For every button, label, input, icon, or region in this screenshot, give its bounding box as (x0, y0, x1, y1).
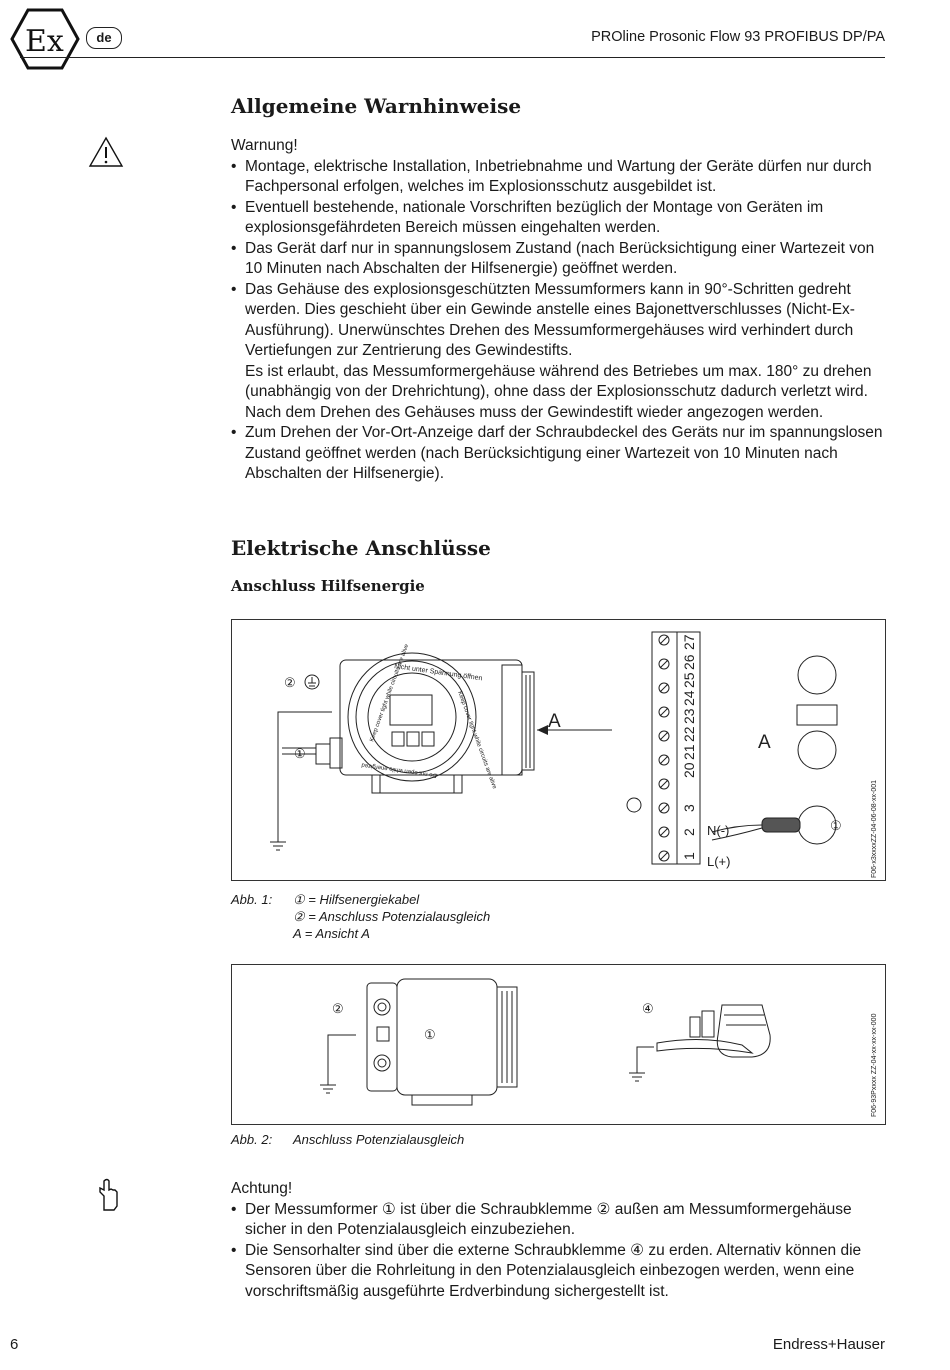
cover-text-top: Nicht unter Spannung öffnen (393, 663, 483, 683)
terminal-number: 22 (681, 726, 697, 742)
caution-lead: Achtung! (231, 1180, 293, 1197)
housing-paragraph: Es ist erlaubt, das Messumformergehäuse während des Betriebes um max. 180° zu drehen (unabhängig von der Drehrichtung), ohne dass der Explosionsschutz dadurch verletzt wird. (245, 362, 872, 400)
header-rule (20, 57, 885, 58)
hand-pointer-icon (96, 1178, 122, 1212)
ex-logo (10, 8, 80, 70)
marker-1-right: ① (830, 818, 842, 833)
terminal-number: 23 (681, 708, 697, 724)
subsection-title-power: Anschluss Hilfsenergie (231, 577, 425, 595)
marker-2: ② (332, 1001, 344, 1016)
caption-label: Abb. 2: (231, 1132, 273, 1147)
warning-item: • Montage, elektrische Installation, Inbetriebnahme und Wartung der Geräte dürfen nur durch Fachpersonal erfolgen, welches im Explosionsschutz ausgebildet ist. (231, 157, 891, 198)
terminal-l-label: L(+) (707, 854, 731, 869)
housing-paragraph: Nach dem Drehen des Gehäuses muss der Gewindestift wieder angezogen werden. (245, 403, 824, 421)
warning-item: • Eventuell bestehende, nationale Vorschriften bezüglich der Montage von Geräten im explosionsgefährdeten Bereich müssen eingehalten werden. (231, 198, 891, 239)
warning-item-housing (231, 280, 891, 424)
marker-2: ② (284, 675, 296, 690)
figure-power-drawing (232, 620, 885, 880)
terminal-number: 21 (681, 744, 697, 760)
caution-item: • Der Messumformer ① ist über die Schraubklemme ② außen am Messumformergehäuse sicher in den Potenzialausgleich einzubeziehen. (231, 1200, 891, 1241)
terminal-n-label: N(-) (707, 823, 730, 838)
view-arrow (537, 725, 548, 735)
terminal-number: 3 (681, 804, 697, 812)
terminal-number: 24 (681, 690, 697, 706)
terminal-number: 2 (681, 828, 697, 836)
figure1-caption (231, 891, 631, 945)
section-title-warnings: Allgemeine Warnhinweise (231, 94, 522, 118)
figure-code: F06-x3xxxxZZ-04-06-08-xx-001 (871, 779, 878, 878)
ex-logo-text: Ex (25, 24, 64, 59)
warning-lead: Warnung! (231, 137, 298, 154)
caption-line: Anschluss Potenzialausgleich (293, 1132, 465, 1147)
caption-line: A = Ansicht A (293, 926, 370, 941)
caution-block (231, 1179, 891, 1302)
document-title: PROline Prosonic Flow 93 PROFIBUS DP/PA (591, 29, 885, 45)
terminal-number: 1 (681, 852, 697, 860)
terminal-number: 26 (681, 654, 697, 670)
housing-paragraph: • Das Gehäuse des explosionsgeschützten Messumformers kann in 90°-Schritten gedreht werden. Dies geschieht über ein Gewinde anstelle eines Bajonettverschlusses (Nicht-Ex-Ausführung). Unerwünschtes Drehen des Messumformergehäuses wird verhindert durch Vertiefungen zur Zentrierung des Gewindestifts. (245, 280, 855, 359)
figure-code: F06-93Pxxxx ZZ-04-xx-xx-xx-000 (871, 1013, 878, 1117)
brand-name: Endress+Hauser (772, 1336, 885, 1353)
terminal-number: 27 (681, 634, 697, 650)
language-badge: de (86, 27, 122, 49)
view-label-a-right: A (758, 732, 771, 753)
cover-text-left: Keep cover tight while circuits are alive (369, 643, 411, 743)
page-number: 6 (10, 1336, 19, 1353)
section-title-electrical: Elektrische Anschlüsse (231, 536, 491, 560)
view-label-a: A (548, 711, 561, 732)
caution-item: • Die Sensorhalter sind über die externe Schraubklemme ④ zu erden. Alternativ können die Sensoren über die Rohrleitung in den Potenzialausgleich einbezogen werden, wenn eine vorschriftsmäßig ausgeführte Erdverbindung sichergestellt ist. (231, 1241, 891, 1303)
warning-item: • Zum Drehen der Vor-Ort-Anzeige darf der Schraubdeckel des Geräts nur im spannungslosen Zustand geöffnet werden (nach Berücksichtigung einer Wartezeit von 10 Minuten nach Abschalten der Hilfsenergie). (231, 423, 891, 485)
terminal-number: 20 (681, 762, 697, 778)
figure2-caption (231, 1131, 631, 1149)
caption-line: ② = Anschluss Potenzialausgleich (293, 909, 491, 924)
marker-1: ① (424, 1027, 436, 1042)
figure-power-connection (231, 619, 886, 881)
cover-text-right: Keep cover tight while circuits are alive (456, 690, 498, 790)
warning-item: • Das Gerät darf nur in spannungslosem Zustand (nach Berücksichtigung einer Wartezeit von 10 Minuten nach Abschalten der Hilfsenergie) geöffnet werden. (231, 239, 891, 280)
earth-symbol-icon (305, 675, 319, 689)
caption-label: Abb. 1: (231, 892, 273, 907)
terminal-number: 25 (681, 672, 697, 688)
marker-4: ④ (642, 1001, 654, 1016)
figure-equipotential-drawing (232, 965, 885, 1124)
figure-equipotential (231, 964, 886, 1125)
warning-triangle-icon (88, 136, 124, 168)
marker-1: ① (294, 746, 306, 761)
cover-text-bottom: Do not open while energized (361, 761, 438, 778)
warnings-block (231, 136, 891, 485)
caption-line: ① = Hilfsenergiekabel (293, 892, 420, 907)
